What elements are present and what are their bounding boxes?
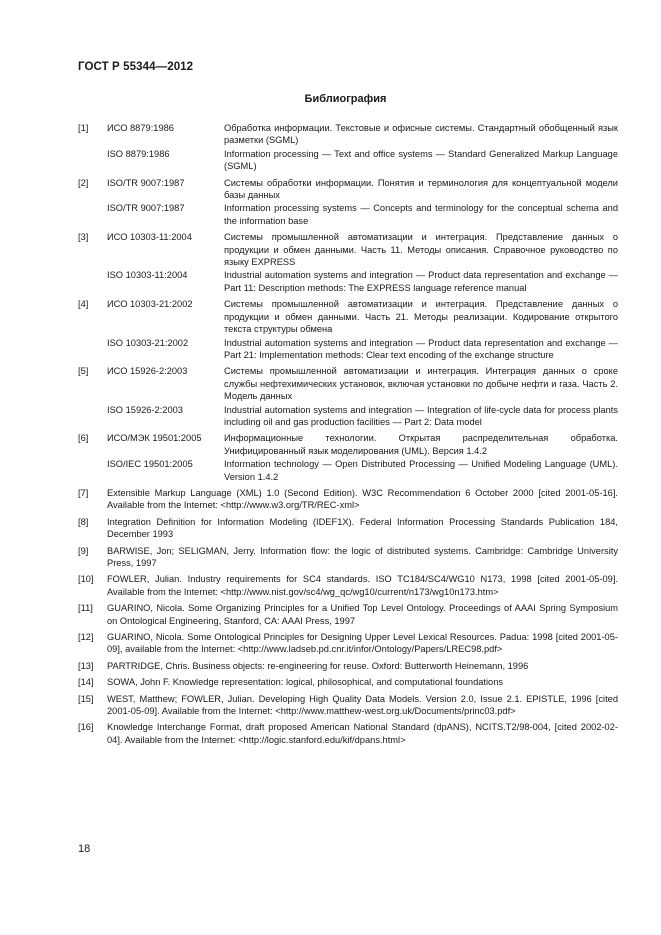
reference-number: [13] [78,660,94,671]
reference-number [78,269,107,294]
reference-text: Knowledge Interchange Format, draft proposed American National Standard (dpANS), NCITS.T2/98-004, [cited 2002-02-04]. Available from the Internet: <http://logic.stanford.edu/kif/dpans.html> [107,722,618,745]
reference-number [78,337,107,362]
reference-line [78,231,618,268]
reference-number: [9] [78,545,89,556]
reference-code: ИСО 15926-2:2003 [107,366,188,377]
reference-number: [2] [78,177,89,188]
reference-number [78,458,107,483]
bibliography-entry [78,660,618,672]
reference-text: GUARINO, Nicola. Some Ontological Principles for Designing Upper Level Lexical Resources. Padua: 1998 [cited 2001-05-09], available from the Internet: <http://www.ladseb.pd.cnr.it/infor/Ontology/Papers/LREC98.pdf> [107,632,618,655]
reference-code: ISO 8879:1986 [107,148,170,159]
reference-number [78,404,107,429]
reference-title: Информационные технологии. Открытая распределительная обработка. Унифицированный язык моделирования (UML). Версия 1.4.2 [224,433,618,456]
reference-number [78,148,107,173]
reference-code: ISO/TR 9007:1987 [107,203,185,214]
reference-line [78,337,618,362]
reference-title: Системы промышленной автоматизации и интеграция. Представление данных о продукции и обмен данными. Часть 21. Методы реализации. Кодирование открытого текста структуры обмена [224,299,618,335]
reference-code: ISO 10303-21:2002 [107,337,189,348]
standard-designation: ГОСТ Р 55344—2012 [78,61,194,73]
reference-number: [6] [78,433,89,444]
reference-number: [1] [78,123,89,133]
reference-number: [7] [78,487,89,498]
reference-number: [15] [78,693,94,704]
bibliography-entry [78,573,618,598]
reference-title: Information processing — Text and office systems — Standard Generalized Markup Language (SGML) [224,148,618,172]
reference-text: PARTRIDGE, Chris. Business objects: re-engineering for reuse. Oxford: Butterworth Heinemann, 1996 [107,660,529,671]
bibliography-entry [78,122,618,173]
reference-code: ISO/IEC 19501:2005 [107,459,193,470]
bibliography-entry [78,177,618,228]
reference-line [78,177,618,202]
reference-code: ISO 15926-2:2003 [107,404,183,415]
reference-line [78,269,618,294]
reference-code: ИСО 10303-11:2004 [107,232,192,243]
reference-number: [8] [78,516,89,527]
reference-title: Information technology — Open Distributed Processing — Unified Modeling Language (UML). Version 1.4.2 [224,459,618,482]
reference-line [78,122,618,147]
reference-number: [11] [78,603,93,614]
reference-line [78,458,618,483]
reference-title: Information processing systems — Concepts and terminology for the conceptual schema and the information base [224,203,618,226]
bibliography-entry [78,721,618,746]
bibliography-entry [78,631,618,656]
full-references [78,487,618,746]
reference-text: FOWLER, Julian. Industry requirements for SC4 standards. ISO TC184/SC4/WG10 N173, 1998 [cited 2001-05-09]. Available from the Internet: <http://www.nist.gov/sc4/wg_qc/wg10/current/n173/wg10n173.htm> [107,574,618,597]
reference-title: Системы промышленной автоматизации и интеграция. Интеграция данных о сроке службы нефтехимических установок, включая установки по добыче нефти и газа. Часть 2. Модель данных [224,366,618,402]
bibliography-entry [78,676,618,688]
reference-text: WEST, Matthew; FOWLER, Julian. Developing High Quality Data Models. Version 2.0, Issue 2.1. EPISTLE, 1996 [cited 2001-05-09]. Available from the Internet: <http://www.matthew-west.org.uk/Documents/princ03.pdf> [107,693,618,717]
reference-title: Системы обработки информации. Понятия и терминология для концептуальной модели базы данных [224,177,618,201]
reference-title: Industrial automation systems and integration — Product data representation and exchange — Part 21: Implementation methods: Clear text encoding of the exchange structure [224,337,618,360]
reference-number: [3] [78,232,89,243]
reference-text: GUARINO, Nicola. Some Organizing Principles for a Unified Top Level Ontology. Proceedings of AAAI Spring Symposium on Ontological Engineering, Stanford, CA: AAAI Press, 1997 [107,603,618,626]
bibliography-entry [78,693,618,718]
section-title: Библиография [304,93,387,105]
reference-text: Extensible Markup Language (XML) 1.0 (Second Edition). W3C Recommendation 6 October 2000 [cited 2001-05-16]. Available from the Internet: <http://www.w3.org/TR/REC-xml> [107,487,618,511]
reference-line [78,298,618,335]
reference-code: ИСО 10303-21:2002 [107,299,193,310]
bibliography-entry [78,602,618,627]
bibliography-entry [78,231,618,294]
reference-number: [16] [78,722,94,733]
reference-line [78,365,618,402]
reference-line [78,432,618,457]
reference-number: [12] [78,632,94,643]
page-number: 18 [78,843,91,855]
reference-number: [10] [78,574,94,585]
bibliography-list [78,122,618,750]
reference-number: [4] [78,299,89,310]
reference-code: ISO/TR 9007:1987 [107,177,185,188]
coded-references [78,122,618,483]
reference-code: ИСО 8879:1986 [107,123,174,133]
bibliography-entry [78,432,618,483]
bibliography-entry [78,365,618,428]
reference-number: [14] [78,677,94,688]
bibliography-entry [78,487,618,512]
reference-number: [5] [78,366,89,377]
reference-number [78,202,107,227]
reference-title: Системы промышленной автоматизации и интеграция. Представление данных о продукции и обмен данными. Часть 11. Методы описания. Справочное руководство по языку EXPRESS [224,232,618,268]
reference-line [78,404,618,429]
reference-text: Integration Definition for Information Modeling (IDEF1X). Federal Information Processing Standards Publication 184, December 1993 [107,516,618,540]
reference-text: SOWA, John F. Knowledge representation: logical, philosophical, and computational foundations [107,677,504,688]
bibliography-entry [78,545,618,570]
bibliography-entry [78,516,618,541]
reference-code: ISO 10303-11:2004 [107,270,188,281]
reference-code: ИСО/МЭК 19501:2005 [107,433,202,444]
reference-text: BARWISE, Jon; SELIGMAN, Jerry. Information flow: the logic of distributed systems. Cambridge: Cambridge University Press, 1997 [107,545,618,568]
reference-title: Обработка информации. Текстовые и офисные системы. Стандартный обобщенный язык разметки (SGML) [224,123,618,146]
bibliography-entry [78,298,618,361]
reference-title: Industrial automation systems and integration — Product data representation and exchange — Part 11: Description methods: The EXPRESS language reference manual [224,270,618,293]
reference-title: Industrial automation systems and integration — Integration of life-cycle data for process plants including oil and gas production facilities — Part 2: Data model [224,404,618,427]
reference-line [78,202,618,227]
reference-line [78,148,618,173]
